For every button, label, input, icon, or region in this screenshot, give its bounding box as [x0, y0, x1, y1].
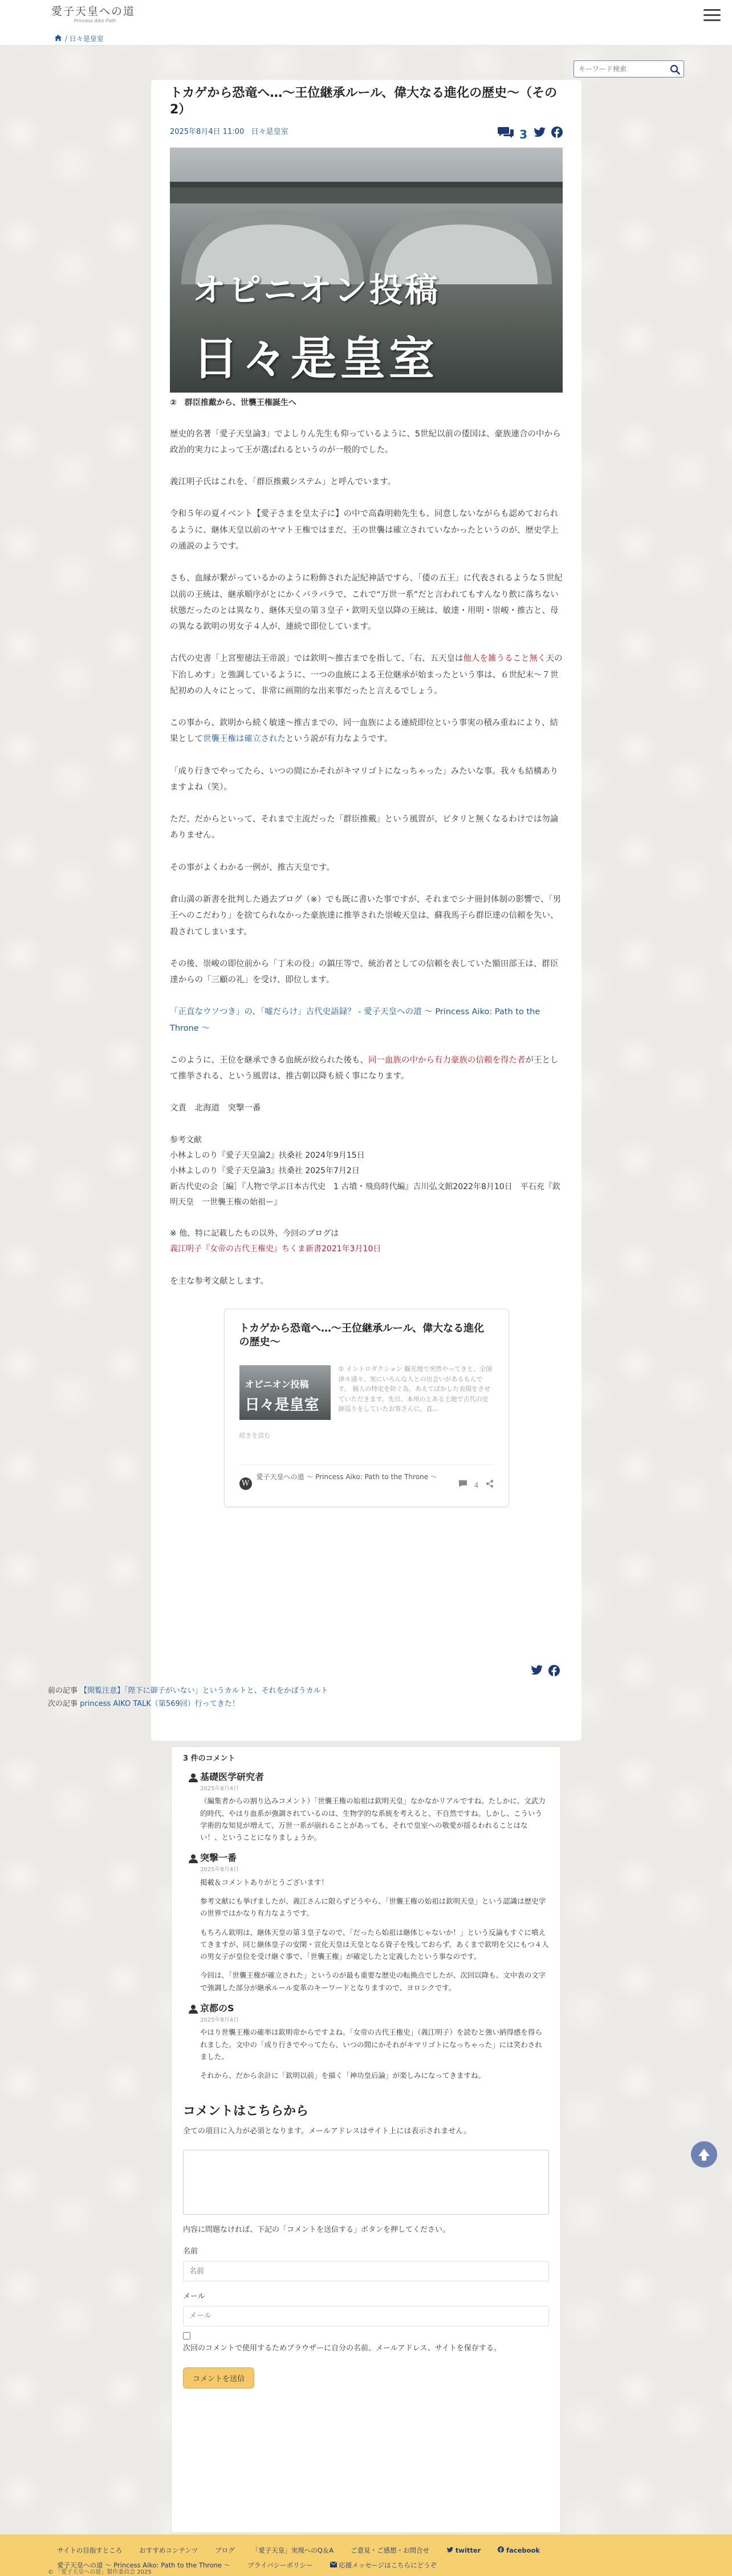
text-span: 古代の史書「上宮聖徳法王帝説」では欽明〜推古までを指して、「右、五天皇は	[170, 654, 463, 664]
save-info-label: 次回のコメントで使用するためブラウザーに自分の名前、メールアドレス、サイトを保存する。	[183, 2344, 501, 2353]
next-post	[48, 1697, 328, 1710]
facebook-icon[interactable]	[551, 126, 563, 143]
comment-body	[183, 2026, 549, 2081]
comment-body	[183, 1795, 549, 1843]
reply-form-title: コメントはこちらから	[183, 2104, 309, 2119]
embed-comment-count: 4	[474, 1481, 479, 1489]
comment-text: 掲載＆コメントありがとうございます！	[200, 1877, 329, 1887]
embed-footer	[239, 1464, 494, 1493]
comment-text: やはり世襲王権の確率は欽明帝からですよね。「女帝の古代王権史」（義江明子）を読むと強い納得感を得られました。文中の「成り行きでやってたら、いつの間にかそれがキマリゴトになっちゃった」には笑わされました。	[200, 2028, 542, 2061]
embed-thumb-line1: オピニオン投稿	[245, 1379, 309, 1390]
post-category-link[interactable]: 日々是皇室	[251, 128, 288, 137]
submit-instruction: 内容に問題なければ、下記の「コメントを送信する」ボタンを押してください。	[183, 2225, 450, 2234]
user-icon	[189, 1771, 198, 1787]
comment	[183, 1850, 549, 1994]
post-meta	[170, 124, 563, 141]
text-span: この事から、欽明から続く敏達〜推古までの、同一血族による連続即位という事実の積み重ねにより、結果として	[170, 718, 558, 744]
footer-message[interactable]	[330, 2559, 437, 2571]
embedded-post-card[interactable]	[224, 1309, 509, 1507]
text-span: このように、王位を継承できる血統が絞られた後も、	[170, 1055, 368, 1065]
save-info-consent	[183, 2332, 549, 2355]
search-input[interactable]	[574, 61, 665, 77]
text-span: という説が有力なようです。	[286, 734, 393, 744]
facebook-icon	[498, 2546, 504, 2553]
comments-section	[171, 1746, 561, 2533]
comment-bubble-icon[interactable]	[498, 126, 514, 144]
footer-link[interactable]: twitter	[455, 2546, 481, 2554]
emphasis-red: 同一血族の中から有力豪族の信頼を得た者	[368, 1055, 526, 1065]
emphasis-blue: 世襲王権は確立された	[203, 734, 286, 744]
comments-count: 3 件のコメント	[183, 1754, 235, 1763]
comment-count[interactable]: 3	[519, 128, 527, 142]
twitter-icon[interactable]	[530, 1665, 543, 1681]
footer-link[interactable]: ご意見・ご感想・お問合せ	[351, 2546, 430, 2554]
site-logo[interactable]	[51, 5, 143, 27]
source-note	[170, 1226, 563, 1258]
reference-item: 小林よしのり『愛子天皇論2』扶桑社 2024年9月15日	[170, 1150, 365, 1160]
post-date-category	[170, 126, 288, 139]
emphasis-red: 他人を雑うること無く	[463, 654, 546, 664]
references-title: 参考文献	[170, 1135, 202, 1145]
breadcrumb-bar	[0, 32, 732, 46]
back-to-top-button[interactable]	[691, 2141, 717, 2167]
email-label: メール	[183, 2292, 205, 2301]
envelope-icon	[330, 2562, 337, 2567]
footer-link[interactable]: ブログ	[215, 2546, 235, 2554]
reference-item: 新古代史の会［編］『人物で学ぶ日本古代史 1 古墳・飛鳥時代編』吉川弘文館2022年8月10日 平石充『欽明天皇 一世襲王権の始祖ー』	[170, 1182, 560, 1207]
share-row-top	[498, 125, 563, 145]
twitter-icon	[446, 2547, 453, 2553]
post-date: 2025年8月4日 11:00	[170, 128, 245, 137]
next-post-link[interactable]: princess AIKO TALK（第569回）行ってきた！	[80, 1700, 239, 1709]
author-credit: 文責 北海道 突撃一番	[170, 1104, 261, 1113]
note-line: ※ 他、特に記載したもの以外、今回のブログは	[170, 1229, 339, 1239]
text-span: 天の下治しめす」と強調しているように、一つの血統による王位継承が始まったという事は、６世紀末〜７世紀初めの人々にとって、非常に画期的な出来事だったと言えるでしょう。	[170, 654, 563, 696]
site-header	[0, 0, 732, 32]
body-paragraph: 倉山満の新書を批判した過去ブログ（※）でも既に書いた事ですが、それまでシナ冊封体制の影響で、「男王へのこだわり」を捨てられなかった豪族達に推挙された崇峻天皇は、蘇我馬子ら群臣達の信頼を失い、殺されてしまいます。	[170, 895, 562, 937]
user-icon	[189, 2003, 198, 2019]
note-line: を主な参考文献とします。	[170, 1276, 269, 1286]
footer-link[interactable]: おすすめコンテンツ	[139, 2546, 198, 2554]
comment-text: 今回は、「世襲王権が確立された」というのが最も重要な歴史の転換点でしたが、次回以降も、文中表の文字で強調した部分が継承ルール変革のキーワードとなりますので、ヨロシクです。	[200, 1971, 546, 1992]
facebook-icon[interactable]	[548, 1665, 560, 1681]
body-paragraph: 令和５年の夏イベント【愛子さまを皇太子に】の中で高森明勅先生も、同意しないながらも認めておられるように、継体天皇以前のヤマト王権ではまだ、王の世襲は確立されていなかったというのが、歴史学上の通説のようです。	[170, 509, 559, 552]
arrow-up-icon	[691, 2141, 717, 2167]
embed-title[interactable]: トカゲから恐竜へ…〜王位継承ルール、偉大なる進化の歴史〜	[239, 1322, 485, 1349]
logo-title: 愛子天皇への道	[51, 5, 136, 18]
footer-link[interactable]: サイトの目指すところ	[57, 2546, 123, 2554]
post-navigation	[48, 1684, 328, 1711]
embed-excerpt: ① イントロダクション 観光地で突然やってきと、全国津々浦々、実にいろんな人との出会いがあるもんです。 個人の特定を防ぐ為、あえてぼかした表現をさせていただきます。先日、本州のとある土地で古代の史跡巡りをしていたお客さんに、直…	[338, 1365, 493, 1413]
comment-body	[183, 1876, 549, 1994]
embed-thumbnail[interactable]	[239, 1365, 331, 1420]
footer-link[interactable]: 「愛子天皇」実現へのQ＆A	[251, 2546, 334, 2554]
comment-author	[183, 1769, 549, 1785]
body-paragraph: 「成り行きでやってたら、いつの間にかそれがキマリゴトになっちゃった」みたいな事。我々も結構ありますよね（笑）。	[170, 766, 559, 792]
logo-subtitle: Princess Aiko Path	[74, 18, 116, 23]
comment-text: 参考文献にも挙げましたが、義江さんに限らずどうやら、「世襲王権の始祖は欽明天皇」という認識は歴史学の世界ではかなり有力なようです。	[200, 1897, 546, 1918]
footer-links-row1	[57, 2545, 540, 2556]
footer-twitter[interactable]	[446, 2545, 481, 2556]
text-span: が王として推挙される、という風習は、推古朝以降も続く事になります。	[170, 1055, 559, 1081]
search-icon[interactable]	[670, 64, 680, 75]
references-block	[170, 1133, 563, 1210]
comment-date: 2025年8月4日	[200, 1785, 239, 1792]
name-field[interactable]	[183, 2261, 549, 2281]
breadcrumb	[55, 32, 104, 46]
breadcrumb-category[interactable]: 日々是皇室	[69, 35, 104, 43]
hero-image	[170, 148, 563, 393]
embed-share-icon[interactable]	[486, 1480, 494, 1492]
prev-post-label: 前の記事	[48, 1687, 78, 1695]
copyright: © 「愛子天皇への道」製作委員会 2025	[48, 2569, 152, 2575]
search-box	[574, 60, 684, 77]
page-title: トカゲから恐竜へ…〜王位継承ルール、偉大なる進化の歴史〜（その2）	[170, 86, 558, 117]
name-label: 名前	[183, 2247, 198, 2256]
embed-comment-icon[interactable]	[458, 1480, 467, 1492]
body-paragraph	[170, 651, 563, 699]
footer-link[interactable]: 愛子天皇への道 〜 Princess Aiko: Path to the Throne 〜	[57, 2561, 231, 2569]
section-heading: ② 群臣推戴から、世襲王権誕生へ	[170, 398, 296, 408]
comment-text: （編集者からの割り込みコメント）「世襲王権の始祖は欽明天皇」なかなかリアルですね。たしかに、文武力的時代、やはり血系が強調されているのは、生物学的な系統を考えると、不自然ですね。しかし、こういう学術的な知見が増えて、万世一系が崩れることがあっても、それで皇室への敬愛が揺るわれることはない！、ということになりましょうか。	[200, 1797, 546, 1842]
footer-link[interactable]: facebook	[506, 2546, 540, 2554]
comment-text: それから、だから余計に「欽明以前」を描く「神功皇后論」が楽しみになってきますね。	[200, 2071, 486, 2080]
body-paragraph	[170, 1052, 563, 1085]
footer-facebook[interactable]	[498, 2545, 540, 2556]
comment-author-name: 京都のS	[200, 2002, 234, 2014]
breadcrumb-separator: /	[64, 35, 67, 43]
body-paragraph: 歴史的名著「愛子天皇論3」でよしりん先生も仰っているように、5世紀以前の倭国は、豪族連合の中から政治的実力によって王が選ばれるというのが一般的でした。	[170, 429, 561, 455]
hero-title-line1: オピニオン投稿	[193, 271, 441, 310]
article-card	[151, 80, 581, 1741]
comment-date: 2025年8月4日	[200, 2016, 239, 2023]
comment-author-name: 基礎医学研究者	[200, 1771, 265, 1782]
body-paragraph	[170, 1004, 563, 1036]
wordpress-icon: W	[239, 1477, 252, 1490]
twitter-icon[interactable]	[533, 127, 546, 142]
comment-author	[183, 2001, 549, 2016]
submit-comment-button[interactable]: コメントを送信	[183, 2367, 254, 2389]
reference-item: 小林よしのり『愛子天皇論3』扶桑社 2025年7月2日	[170, 1166, 360, 1176]
embed-actions	[458, 1480, 494, 1492]
note-line-emphasis: 義江明子『女帝の古代王権史』ちくま新書2021年3月10日	[170, 1244, 381, 1254]
save-info-checkbox[interactable]	[183, 2332, 190, 2340]
reference-link[interactable]: 「正直なウソつき」の、「嘘だらけ」古代史語録？ - 愛子天皇への道 〜 Princess Aiko: Path to the Throne 〜	[170, 1007, 540, 1033]
comment-author	[183, 1850, 549, 1866]
comment	[183, 1769, 549, 1844]
footer-link[interactable]: 応援メッセージはこちらにどうぞ	[339, 2561, 437, 2569]
user-icon	[189, 1852, 198, 1868]
comment	[183, 2001, 549, 2082]
embed-read-more[interactable]: 続きを読む	[239, 1432, 271, 1439]
prev-post	[48, 1684, 328, 1697]
reply-form-note: 全ての項目に入力が必須となります。メールアドレスはサイト上には表示されません。	[183, 2126, 471, 2136]
email-field[interactable]	[183, 2306, 549, 2326]
prev-post-link[interactable]: 【開覧注意】「陛下に御子がいない」というカルトと、それをかばうカルト	[80, 1687, 328, 1695]
embed-site-name[interactable]: 愛子天皇への道 〜 Princess Aiko: Path to the Throne 〜	[256, 1473, 437, 1481]
comment-author-name: 突撃一番	[200, 1852, 237, 1864]
embed-thumb-line2: 日々是皇室	[245, 1397, 319, 1414]
footer-link[interactable]: プライバシーポリシー	[247, 2561, 313, 2569]
hero-title-line2: 日々是皇室	[193, 332, 438, 386]
hamburger-menu-icon[interactable]	[703, 9, 721, 23]
body-paragraph: その事がよくわかる一例が、推古天皇です。	[170, 863, 335, 872]
comment-textarea[interactable]	[183, 2150, 549, 2215]
body-paragraph: 義江明子氏はこれを、「群臣推戴システム」と呼んでいます。	[170, 477, 396, 487]
body-paragraph: その後、崇峻の即位前から「丁未の役」の鎮圧等で、統治者としての信頼を表していた額田部王は、群臣達からの「三顧の礼」を受け、即位します。	[170, 959, 559, 985]
comment-date: 2025年8月4日	[200, 1867, 239, 1873]
home-icon[interactable]	[55, 32, 63, 46]
body-paragraph	[170, 715, 563, 748]
body-paragraph: さも、血縁が繋がっているかのように粉飾された記紀神話ですら、「倭の五王」に代表されるような５世紀以前の王統は、継承順序がとにかくバラバラで、これで“万世一系”だと言われてもすんなり飲に落ちない状態だったのとは異なり、継体天皇の第３皇子・欽明天皇以降の王統は、敏達・用明・崇峻・推古と、母の異なる欽明の男女子４人が、連続で即位しています。	[170, 574, 563, 632]
body-paragraph: ただ、だからといって、それまで主流だった「群臣推戴」という風習が、ピタリと無くなるわけでは勿論ありません。	[170, 815, 559, 840]
comment-text: もちろん欽明は、継体天皇の第３皇子なので、「だったら始祖は継体じゃないか！」という反論もすぐに噴えてきますが、同じ継体皇子の安閑・宣化天皇は天皇となる資子を残しておらず、あくまで欽明を父にもつ４人の男女子が皇位を受け継ぐ事で、「世襲王権」が確定したと定義したという事なのです。	[200, 1928, 549, 1961]
share-row-bottom	[530, 1665, 560, 1681]
next-post-label: 次の記事	[48, 1700, 78, 1709]
